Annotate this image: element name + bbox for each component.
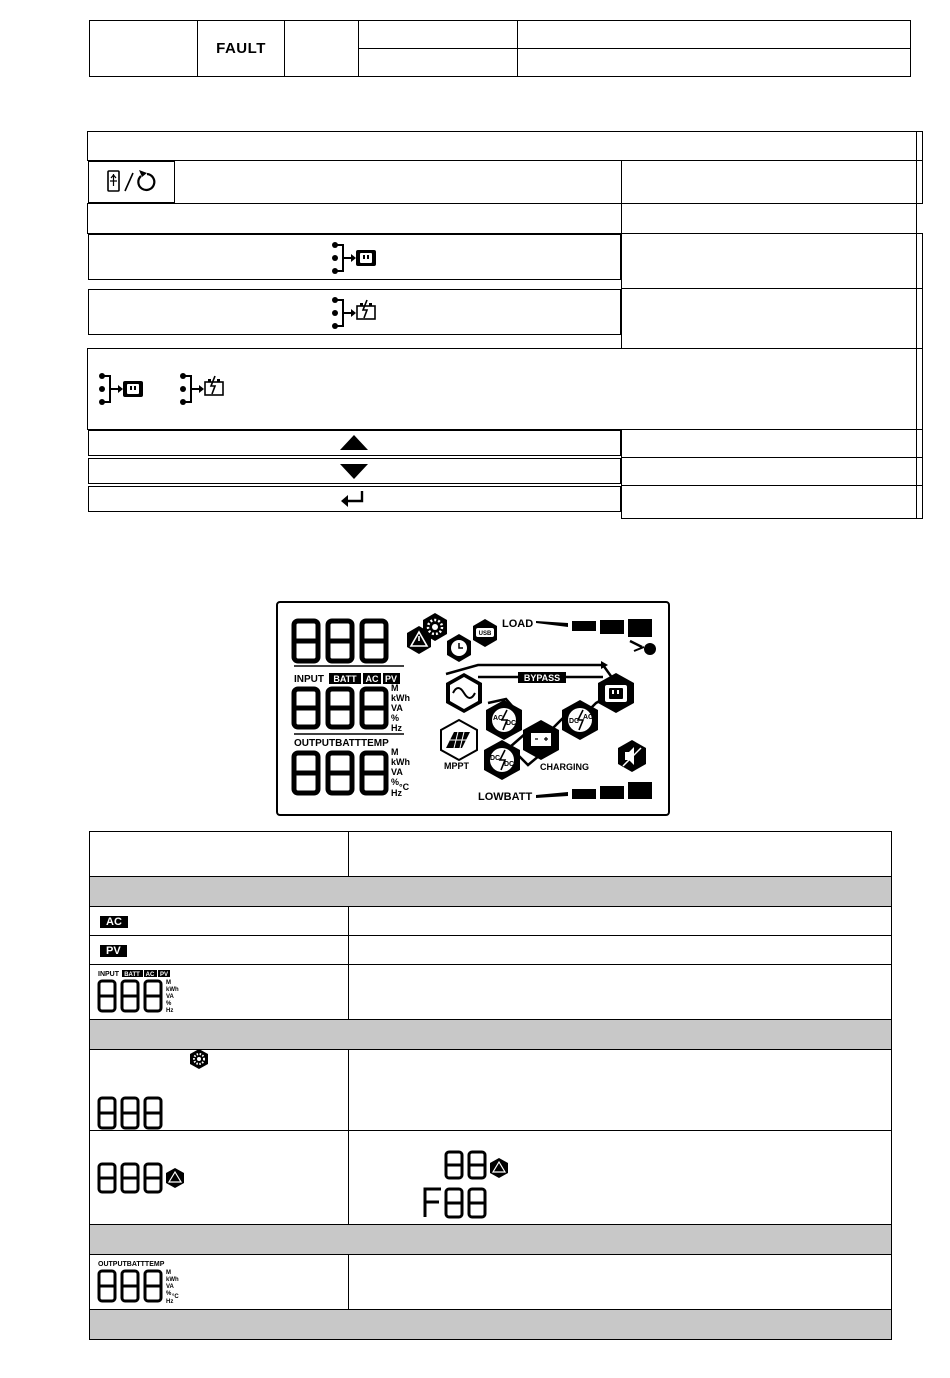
output-units (391, 747, 410, 798)
output-display-cell (90, 1254, 349, 1309)
function-cell (349, 1254, 892, 1309)
pv-tag: PV (100, 945, 127, 957)
input-label: INPUT (294, 674, 324, 685)
function-cell (349, 907, 892, 936)
output-display-icon (96, 1258, 206, 1308)
batt-mini-label: BATT (124, 972, 140, 979)
down-arrow-icon (334, 459, 374, 483)
pv-tag: PV (384, 674, 398, 684)
setting-display-cell (90, 1050, 349, 1130)
load-label: LOAD (502, 618, 534, 630)
fault-label: FAULT (198, 21, 285, 77)
gear-icon (190, 1050, 208, 1069)
output-to-outlet-icon (91, 366, 151, 410)
warning-display-icon (96, 1159, 216, 1219)
unit-va: VA (391, 703, 403, 713)
lcd-display (276, 601, 670, 816)
button-op-cell (621, 234, 916, 289)
function-header (349, 832, 892, 877)
led-color-cell (285, 21, 359, 77)
output-to-battery-icon (324, 290, 384, 334)
section-header (90, 1020, 892, 1050)
dc-text: DC (504, 761, 515, 768)
led-state-cell (359, 21, 518, 49)
button-op-cell (621, 430, 916, 458)
button-op-cell (621, 486, 916, 519)
dc-text: DC (569, 718, 580, 725)
warning-icon (166, 1168, 184, 1188)
svg-text:%: % (166, 1001, 172, 1008)
svg-text:Hz: Hz (166, 1298, 174, 1305)
ac-icon-cell (90, 907, 349, 936)
svg-text:VA: VA (166, 994, 174, 1001)
usb-refresh-button[interactable] (88, 161, 175, 203)
sine-wave-icon (446, 673, 482, 713)
output-battery-button[interactable] (88, 289, 621, 335)
unit-pct: % (391, 713, 400, 723)
output-outlet-button[interactable] (88, 234, 621, 280)
enter-button[interactable] (88, 486, 621, 512)
usb-text: USB (478, 631, 492, 637)
unit-degc: °C (399, 782, 410, 792)
output-to-outlet-icon (324, 235, 384, 279)
mppt-label: MPPT (444, 761, 470, 771)
button-header (88, 132, 917, 161)
function-header (916, 132, 922, 161)
ac-tag: AC (100, 916, 128, 928)
bypass-label: BYPASS (523, 673, 561, 683)
button-op-cell (621, 458, 916, 486)
output-mini-label: OUTPUTBATTTEMP (98, 1260, 165, 1268)
unit-kwh: kWh (391, 757, 410, 767)
ac-dc-converter-icon (486, 700, 522, 740)
down-button[interactable] (88, 458, 621, 484)
up-arrow-icon (334, 431, 374, 455)
up-button[interactable] (88, 430, 621, 456)
svg-text:M: M (166, 980, 171, 987)
ac-text: AC (493, 715, 504, 722)
svg-text:kWh: kWh (166, 1276, 179, 1283)
warning-display-cell (90, 1130, 349, 1224)
solar-panel-icon (441, 720, 477, 760)
lcd-icon-table (89, 831, 892, 1340)
section-header (90, 877, 892, 907)
button-op-cell (88, 204, 622, 234)
function-cell (916, 349, 922, 430)
svg-text:kWh: kWh (166, 987, 179, 994)
led-state-cell (359, 49, 518, 77)
load-bar-graph (536, 619, 652, 637)
combined-button-cell[interactable] (88, 349, 917, 430)
ac-tag: AC (365, 674, 379, 684)
function-cell (916, 430, 922, 458)
clock-icon (447, 634, 471, 662)
svg-text:M: M (166, 1269, 171, 1276)
function-cell (349, 936, 892, 965)
dc-text: DC (506, 720, 517, 727)
function-cell (916, 234, 922, 289)
unit-pct: % (391, 777, 400, 787)
outlet-icon (598, 673, 634, 713)
led-cell-empty (90, 21, 198, 77)
warning-function-cell (349, 1130, 892, 1224)
pv-mini-label: PV (159, 972, 169, 979)
svg-text:Hz: Hz (166, 1008, 174, 1015)
function-cell (916, 458, 922, 486)
button-function-table (87, 131, 923, 519)
function-cell (349, 1050, 892, 1130)
lowbatt-label: LOWBATT (478, 791, 533, 803)
icon-header (90, 832, 349, 877)
led-fault-table (89, 20, 911, 77)
battery-bar-graph (536, 782, 652, 799)
svg-text:°C: °C (172, 1293, 179, 1300)
unit-hz: Hz (391, 788, 402, 798)
section-header (90, 1309, 892, 1339)
function-cell (916, 289, 922, 349)
input-mini-label: INPUT (98, 971, 119, 979)
svg-text:%: % (166, 1290, 172, 1297)
function-cell (349, 965, 892, 1020)
unit-kwh: kWh (391, 693, 410, 703)
top-digits (294, 621, 386, 661)
charging-label: CHARGING (540, 762, 589, 772)
function-cell (621, 204, 916, 234)
section-header (90, 1224, 892, 1254)
led-desc-cell (518, 49, 911, 77)
usb-icon (101, 162, 161, 202)
dc-dc-converter-icon (484, 740, 520, 780)
input-display-cell (90, 965, 349, 1020)
dc-text: DC (490, 755, 501, 762)
warning-icon (490, 1158, 508, 1178)
input-units (391, 683, 410, 733)
mute-icon (618, 740, 646, 772)
function-cell (916, 161, 922, 204)
pv-icon-cell (90, 936, 349, 965)
svg-text:VA: VA (166, 1283, 174, 1290)
usb-display-icon (473, 619, 497, 647)
button-op-cell (621, 289, 916, 349)
output-to-battery-icon (172, 366, 232, 410)
enter-icon (334, 487, 374, 511)
led-desc-cell (518, 21, 911, 49)
unit-m: M (391, 747, 399, 757)
fault-code-display (404, 1145, 584, 1225)
input-digits (294, 689, 386, 727)
output-digits (294, 753, 386, 793)
ac-text: AC (583, 714, 594, 721)
batt-tag: BATT (333, 674, 357, 684)
function-cell (916, 486, 922, 519)
ac-mini-label: AC (145, 972, 155, 979)
fan-icon (630, 641, 656, 655)
unit-m: M (391, 683, 399, 693)
lcd-panel (278, 603, 668, 814)
button-op-cell (621, 161, 916, 204)
setting-display-icon (96, 1050, 216, 1130)
unit-va: VA (391, 767, 403, 777)
unit-hz: Hz (391, 723, 402, 733)
input-display-icon (96, 968, 196, 1018)
output-label: OUTPUTBATTTEMP (294, 738, 389, 749)
